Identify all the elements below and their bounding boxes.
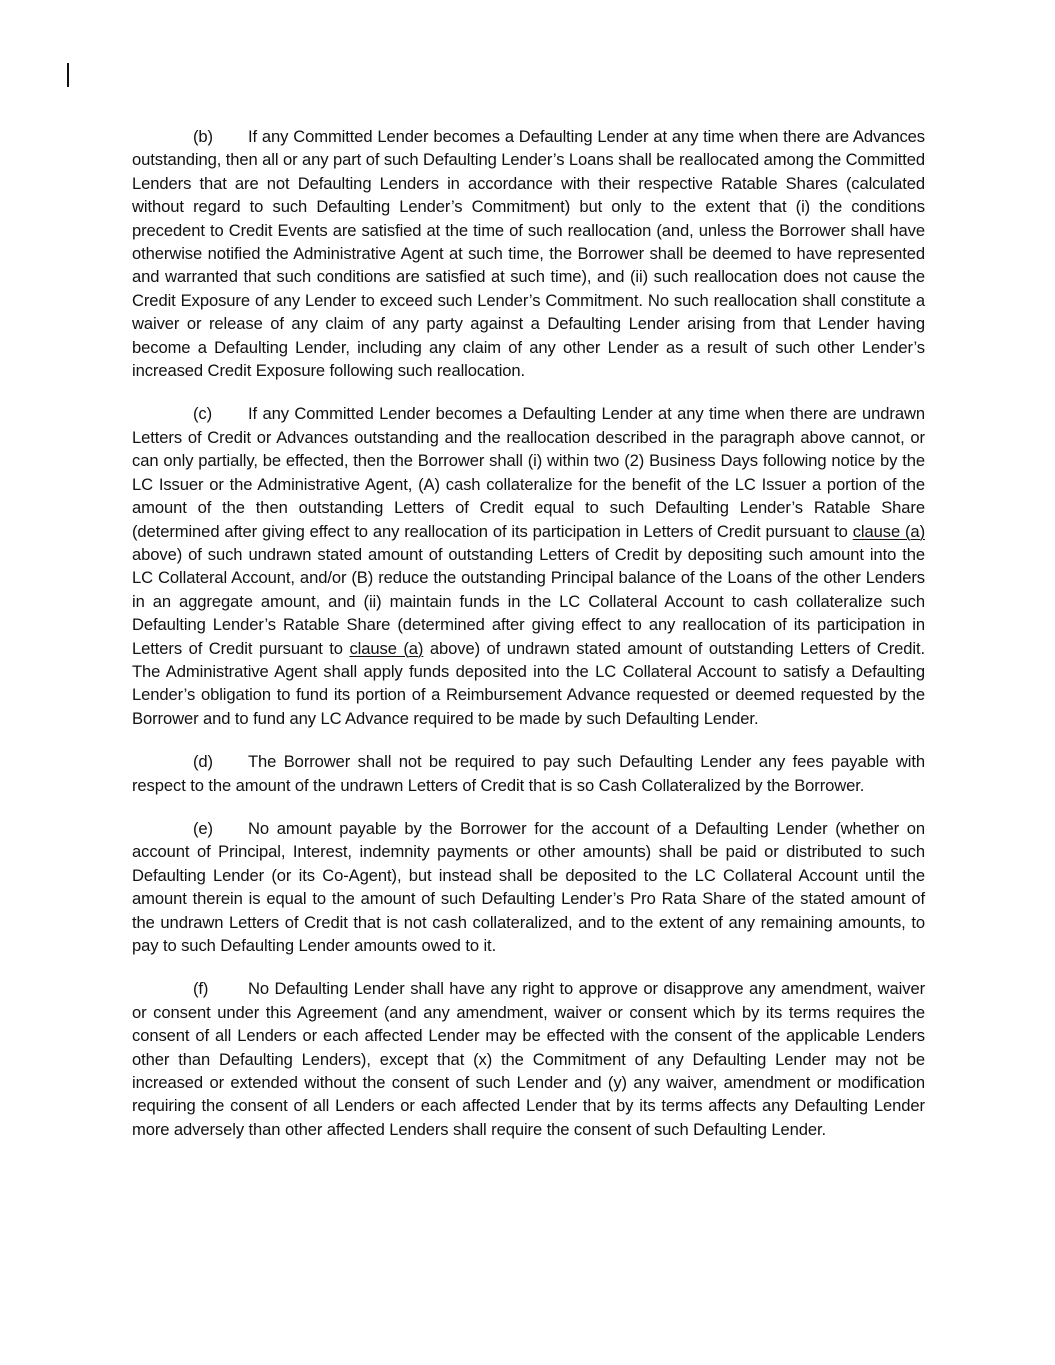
- paragraph-text: If any Committed Lender becomes a Defaulting Lender at any time when there are Advances outstanding, then all or any part of such Defaulting Lender’s Loans shall be reallocated among the Committed Lenders that are not Defaulting Lenders in accordance with their respective Ratable Shares (calculated without regard to such Defaulting Lender’s Commitment) but only to the extent that (i) the conditions precedent to Credit Events are satisfied at the time of such reallocation (and, unless the Borrower shall have otherwise notified the Administrative Agent at such time, the Borrower shall be deemed to have represented and warranted that such conditions are satisfied at such time), and (ii) such reallocation does not cause the Credit Exposure of any Lender to exceed such Lender’s Commitment. No such reallocation shall constitute a waiver or release of any claim of any party against a Defaulting Lender arising from that Lender having become a Defaulting Lender, including any claim of any other Lender as a result of such other Lender’s increased Credit Exposure following such reallocation.: [132, 127, 925, 381]
- paragraph-text: No amount payable by the Borrower for the account of a Defaulting Lender (whether on account of Principal, Interest, indemnity payments or other amounts) shall be paid or distributed to such Defaulting Lender (or its Co-Agent), but instead shall be deposited to the LC Collateral Account until the amount therein is equal to the amount of such Defaulting Lender’s Pro Rata Share of the stated amount of the undrawn Letters of Credit that is not cash collateralized, and to the extent of any remaining amounts, to pay to such Defaulting Lender amounts owed to it.: [132, 818, 925, 955]
- paragraph-c: [132, 402, 925, 730]
- paragraph-b: [132, 125, 925, 382]
- clause-reference-link[interactable]: clause (a): [349, 638, 424, 658]
- paragraph-d: [132, 750, 925, 797]
- paragraph-label: (b): [193, 127, 213, 146]
- paragraph-text: If any Committed Lender becomes a Defaulting Lender at any time when there are undrawn Letters of Credit or Advances outstanding and the reallocation described in the paragraph above cannot, or can only partially, be effected, then the Borrower shall (i) within two (2) Business Days following notice by the LC Issuer or the Administrative Agent, (A) cash collateralize for the benefit of the LC Issuer a portion of the amount of the then outstanding Letters of Credit equal to such Defaulting Lender’s Ratable Share (determined after giving effect to any reallocation of its participation in Letters of Credit pursuant to: [132, 404, 925, 541]
- paragraph-text: No Defaulting Lender shall have any right to approve or disapprove any amendment, waiver or consent under this Agreement (and any amendment, waiver or consent which by its terms requires the consent of all Lenders or each affected Lender may be effected with the consent of the applicable Lenders other than Defaulting Lenders), except that (x) the Commitment of any Defaulting Lender may not be increased or extended without the consent of such Lender and (y) any waiver, amendment or modification requiring the consent of all Lenders or each affected Lender that by its terms affects any Defaulting Lender more adversely than other affected Lenders shall require the consent of such Defaulting Lender.: [132, 979, 925, 1139]
- clause-reference-link[interactable]: clause (a): [852, 521, 925, 541]
- paragraph-text: above) of undrawn stated amount of outstanding Letters of Credit. The Administrative Agent shall apply funds deposited into the LC Collateral Account to satisfy a Defaulting Lender’s obligation to fund its portion of a Reimbursement Advance requested or deemed requested by the Borrower and to fund any LC Advance required to be made by such Defaulting Lender.: [132, 638, 925, 728]
- document-body: [132, 125, 925, 1161]
- paragraph-label: (d): [193, 752, 213, 772]
- paragraph-label: (f): [193, 979, 209, 999]
- revision-change-bar: [67, 63, 69, 87]
- paragraph-text: above) of such undrawn stated amount of outstanding Letters of Credit by depositing such amount into the LC Collateral Account, and/or (B) reduce the outstanding Principal balance of the Loans of the other Lenders in an aggregate amount, and (ii) maintain funds in the LC Collateral Account to cash collateralize such Defaulting Lender’s Ratable Share (determined after giving effect to any reallocation of its participation in Letters of Credit pursuant to: [132, 544, 925, 658]
- paragraph-label: (c): [193, 404, 213, 424]
- paragraph-label: (e): [193, 818, 213, 838]
- paragraph-e: [132, 817, 925, 957]
- paragraph-f: [132, 977, 925, 1141]
- paragraph-text: The Borrower shall not be required to pay such Defaulting Lender any fees payable with respect to the amount of the undrawn Letters of Credit that is so Cash Collateralized by the Borrower.: [132, 752, 925, 795]
